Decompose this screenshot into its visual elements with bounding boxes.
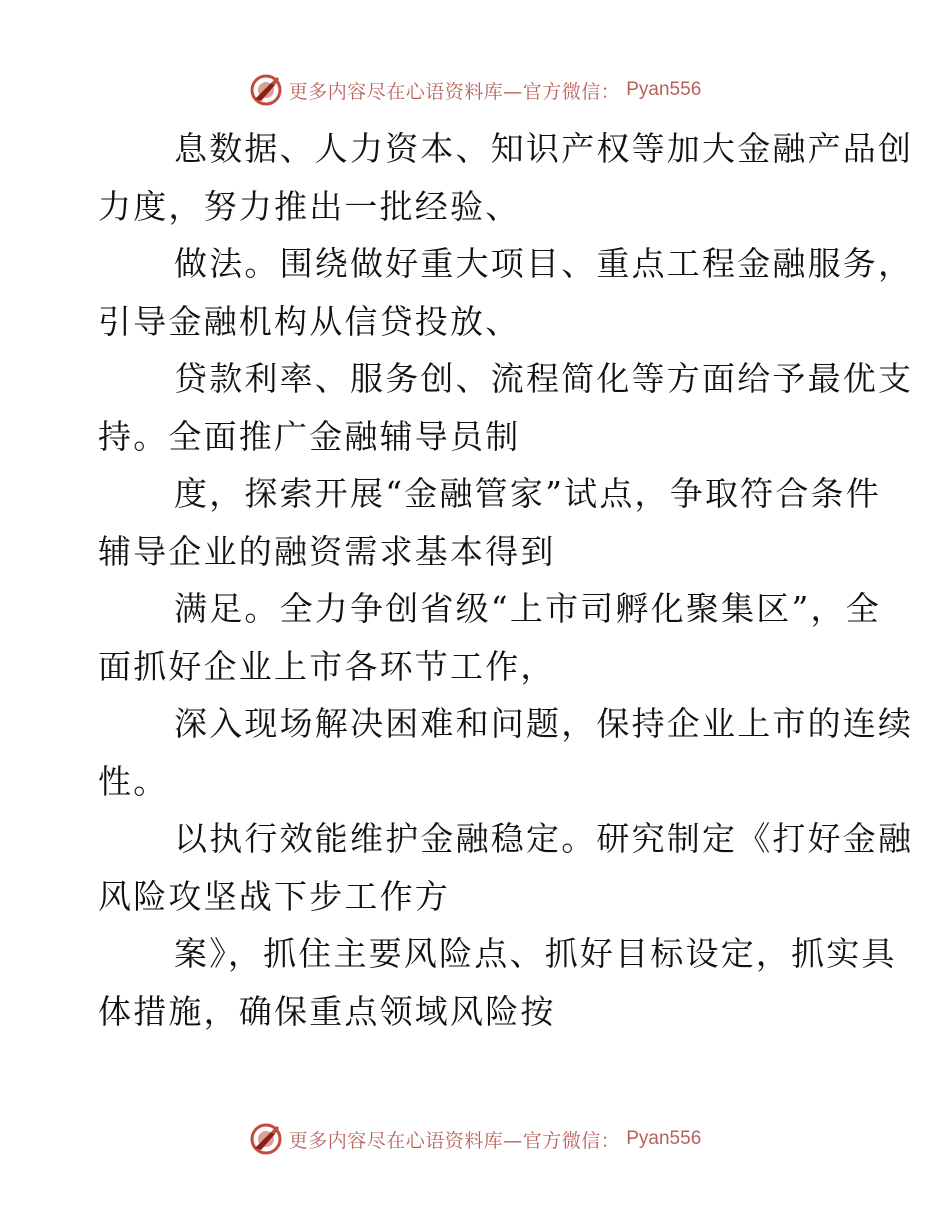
footer-banner-text: 更多内容尽在心语资料库—官方微信： [288,1129,621,1152]
footer-banner-id: Pyan556 [626,1128,702,1149]
text-line: 贷款利率、服务创、流程简化等方面给予最优支 [174,359,914,398]
text-line: 满足。全力争创省级“上市司孵化聚集区”，全 [174,589,881,628]
text-line: 持。全面推广金融辅导员制 [98,416,521,456]
text-line: 面抓好企业上市各环节工作， [98,646,556,686]
text-line: 体措施，确保重点领域风险按 [98,991,556,1031]
text-line: 做法。围绕做好重大项目、重点工程金融服务， [174,244,914,283]
text-line: 力度，努力推出一批经验、 [98,186,521,226]
text-line: 深入现场解决困难和问题，保持企业上市的连续 [174,704,914,743]
text-line: 风险攻坚战下步工作方 [98,876,450,916]
text-line: 辅导企业的融资需求基本得到 [98,531,556,571]
text-line: 性。 [98,761,169,801]
header-banner-text: 更多内容尽在心语资料库—官方微信： [288,80,621,103]
header-banner-id: Pyan556 [626,79,702,100]
document-body [98,120,914,1040]
text-line: 以执行效能维护金融稳定。研究制定《打好金融 [174,819,914,858]
text-line: 案》，抓住主要风险点、抓好目标设定，抓实具 [174,934,897,973]
text-line: 引导金融机构从信贷投放、 [98,301,521,341]
body-text [98,120,914,1040]
brand-logo-icon [249,1122,283,1156]
text-line: 度，探索开展“金融管家”试点，争取符合条件 [174,474,881,513]
text-line: 息数据、人力资本、知识产权等加大金融产品创 [174,129,914,168]
brand-logo-icon [249,73,283,107]
footer-banner [0,1119,950,1159]
header-banner [0,70,950,110]
